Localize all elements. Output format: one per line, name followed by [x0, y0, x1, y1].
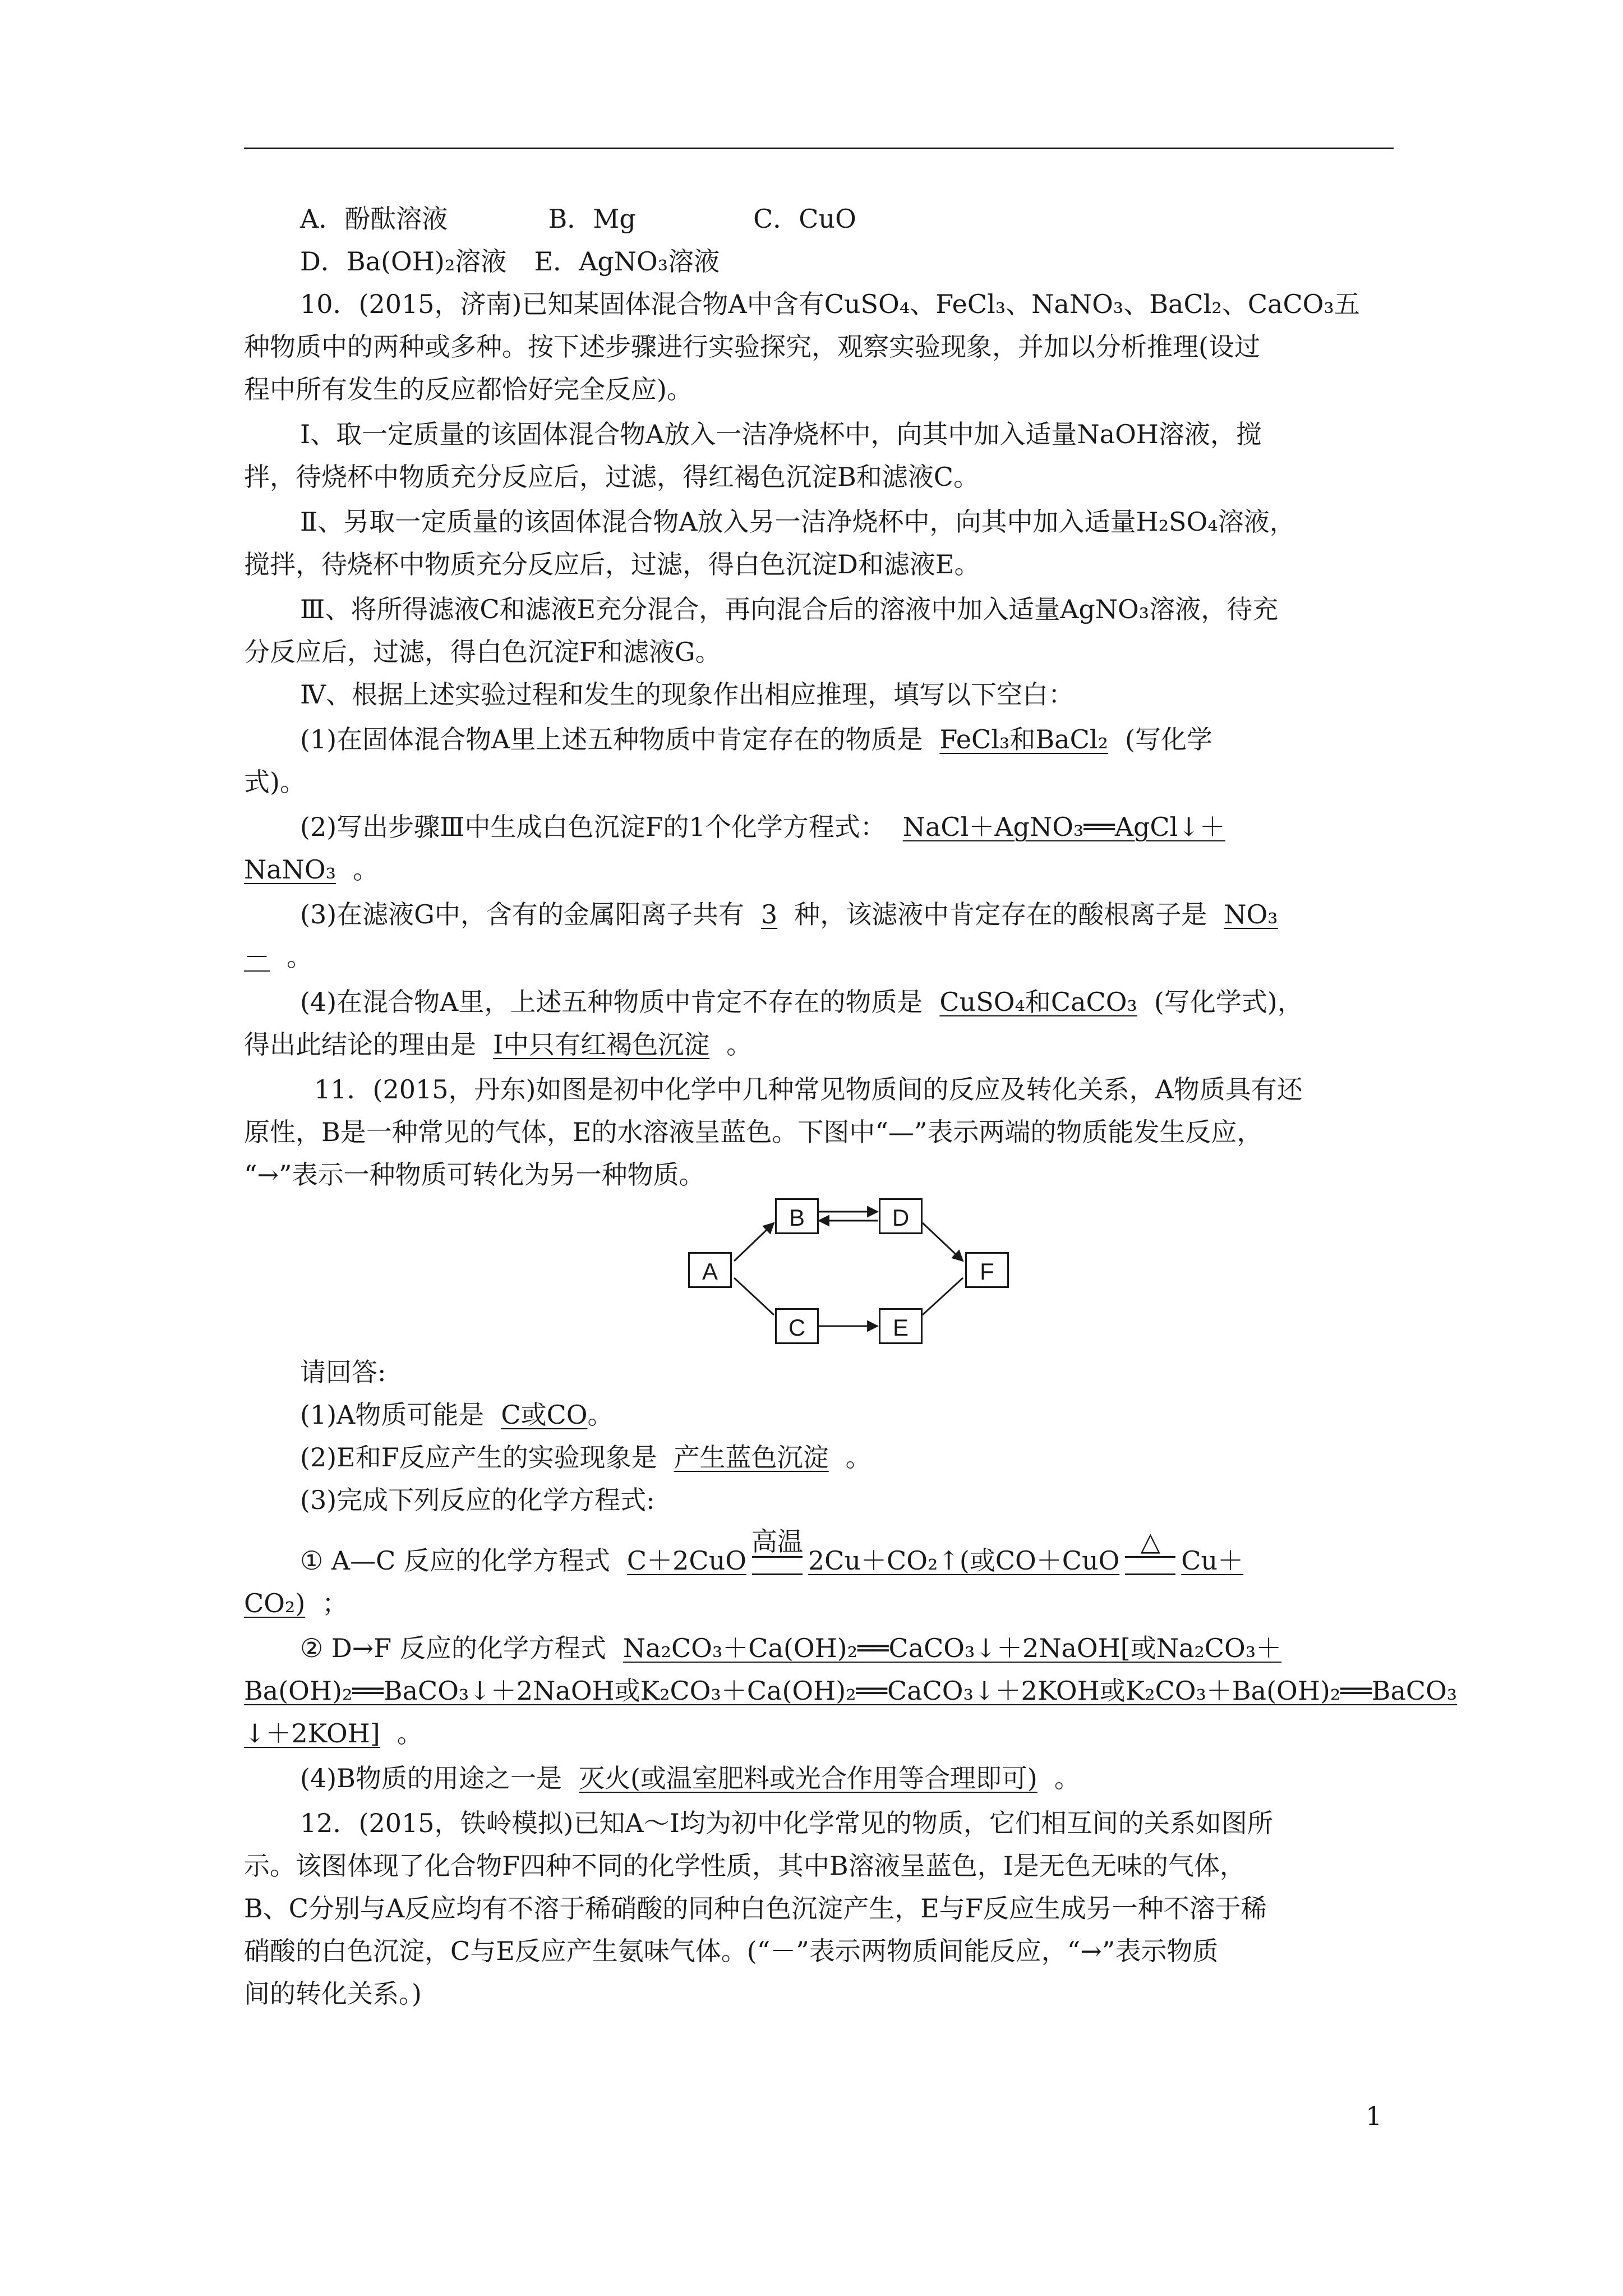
- q12-line2: 示。该图体现了化合物F四种不同的化学性质，其中B溶液呈蓝色，I是无色无味的气体，: [244, 1851, 1246, 1881]
- q10-part4-answer: [923, 987, 1154, 1017]
- q11-eq2-answer-line1: Na₂CO₃＋Ca(OH)₂══CaCO₃↓＋2NaOH[或Na₂CO₃＋: [623, 1633, 1282, 1663]
- q11-eq2-answer-line3: [244, 1718, 397, 1749]
- q10-step1-line2: 拌，待烧杯中物质充分反应后，过滤，得红褐色沉淀B和滤液C。: [244, 462, 979, 492]
- q12-line1: 12．(2015，铁岭模拟)已知A～I均为初中化学常见的物质，它们相互间的关系如图所: [300, 1808, 1273, 1838]
- q11-eq2-end: 。: [396, 1718, 423, 1749]
- q10-part4-reason-answer: [476, 1029, 726, 1060]
- q11-eq1-prompt: ① A—C 反应的化学方程式: [300, 1545, 610, 1576]
- q11-part4-end: 。: [1054, 1763, 1080, 1793]
- equals-sign: [1125, 1556, 1175, 1575]
- q10-part3: [300, 898, 1278, 931]
- q11-stem-line2: 原性，B是一种常见的气体，E的水溶液呈蓝色。下图中“—”表示两端的物质能发生反应，: [244, 1117, 1263, 1147]
- q10-part3-answer2-text: NO₃: [1224, 899, 1278, 930]
- q11-eq2-answer-line2: Ba(OH)₂══BaCO₃↓＋2NaOH或K₂CO₃＋Ca(OH)₂══CaCO₃↓＋2KOH或K₂CO₃＋Ba(OH)₂══BaCO₃: [244, 1676, 1458, 1706]
- q10-part3-answer2-charge: －: [244, 942, 270, 972]
- q11-eq1-products: 2Cu＋CO₂↑(或CO＋CuO: [808, 1545, 1120, 1576]
- q11-part4: [300, 1761, 1080, 1795]
- q11-part2-answer: [657, 1442, 846, 1473]
- q10-part3-answer1: [744, 899, 794, 930]
- q11-eq1: [300, 1526, 1244, 1577]
- page-number: 1: [1366, 2101, 1382, 2131]
- q11-eq1-answer-cont-text: CO₂): [244, 1588, 306, 1618]
- q12-line4: 硝酸的白色沉淀，C与E反应产生氨味气体。(“－”表示两物质间能反应，“→”表示物质: [244, 1936, 1219, 1966]
- q11-part1-answer-text: C或CO: [501, 1400, 588, 1430]
- q10-part4-prompt: (4)在混合物A里，上述五种物质中肯定不存在的物质是: [300, 987, 923, 1017]
- q11-part2: [300, 1441, 872, 1474]
- node-c: C: [775, 1308, 819, 1344]
- q11-eq2: [300, 1631, 1281, 1665]
- q10-part4-suffix: (写化学式)，: [1154, 987, 1303, 1017]
- q10-part3-answer1-text: 3: [760, 899, 778, 930]
- condition-heat: [1119, 1526, 1181, 1577]
- q10-part1-answer-text: FeCl₃和BaCl₂: [939, 724, 1108, 754]
- q10-part1-suffix: (写化学: [1124, 724, 1212, 754]
- option-d: D．Ba(OH)₂溶液: [300, 246, 507, 277]
- q10-step3-line1: Ⅲ、将所得滤液C和滤液E充分混合，再向混合后的溶液中加入适量AgNO₃溶液，待充: [300, 594, 1279, 624]
- node-b: B: [775, 1198, 819, 1234]
- q10-part3-mid: 种，该滤液中肯定存在的酸根离子是: [794, 899, 1207, 930]
- q10-part3-line2: [244, 940, 312, 974]
- q11-stem-line1: 11．(2015，丹东)如图是初中化学中几种常见物质间的反应及转化关系，A物质具有还: [314, 1074, 1303, 1105]
- heat-triangle-icon: △: [1140, 1526, 1160, 1557]
- q11-eq1-answer-mid: [808, 1545, 1119, 1576]
- q11-part1-end: 。: [587, 1400, 614, 1430]
- node-e: E: [879, 1308, 923, 1344]
- q11-eq1-reactants: C＋2CuO: [626, 1545, 746, 1576]
- q12-line3: B、C分别与A反应均有不溶于稀硝酸的同种白色沉淀产生，E与F反应生成另一种不溶于稀: [244, 1893, 1267, 1924]
- q10-part2-prompt: (2)写出步骤Ⅲ中生成白色沉淀F的1个化学方程式：: [300, 812, 886, 842]
- node-d: D: [879, 1198, 923, 1234]
- arrow-d-to-f: [923, 1223, 963, 1261]
- q10-part1-answer: [923, 724, 1125, 754]
- q10-part3-end: 。: [287, 942, 312, 972]
- q10-part4-line2: [244, 1028, 752, 1061]
- q11-stem-line3: “→”表示一种物质可转化为另一种物质。: [244, 1159, 705, 1190]
- node-a: A: [688, 1252, 732, 1288]
- q10-part2: [300, 810, 1225, 844]
- condition-high-temp: [746, 1526, 808, 1577]
- q11-eq1-end: ；: [322, 1588, 348, 1618]
- q11-eq1-answer: [610, 1545, 746, 1576]
- q10-part3-prompt: (3)在滤液G中，含有的金属阳离子共有: [300, 899, 744, 930]
- equals-sign: [752, 1556, 803, 1575]
- q10-part2-answer-text: NaCl＋AgNO₃══AgCl↓＋: [902, 812, 1225, 842]
- node-f: F: [965, 1252, 1009, 1288]
- q11-eq2-line3: [244, 1717, 423, 1750]
- q10-part2-answer: [886, 812, 1225, 842]
- q11-eq2-prompt: ② D→F 反应的化学方程式: [300, 1633, 606, 1663]
- q10-stem-line2: 种物质中的两种或多种。按下述步骤进行实验探究，观察实验现象，并加以分析推理(设过: [244, 332, 1260, 362]
- q10-step3-line2: 分反应后，过滤，得白色沉淀F和滤液G。: [244, 637, 721, 667]
- q10-part1-prompt: (1)在固体混合物A里上述五种物质中肯定存在的物质是: [300, 724, 923, 754]
- q10-part2-end: 。: [353, 854, 379, 885]
- q11-part3: (3)完成下列反应的化学方程式:: [300, 1485, 655, 1515]
- option-e: E．AgNO₃溶液: [534, 246, 720, 277]
- arrow-a-to-b: [734, 1223, 774, 1261]
- q10-part1: [300, 723, 1212, 756]
- q11-part4-answer: [562, 1763, 1054, 1793]
- condition-high-temp-label: 高温: [751, 1526, 803, 1557]
- q10-part4-reason-end: 。: [726, 1029, 753, 1060]
- q10-step2-line2: 搅拌，待烧杯中物质充分反应后，过滤，得白色沉淀D和滤液E。: [244, 549, 980, 579]
- q10-part3-answer2: [1207, 899, 1278, 930]
- q10-step1-line1: Ⅰ、取一定质量的该固体混合物A放入一洁净烧杯中，向其中加入适量NaOH溶液，搅: [300, 419, 1262, 449]
- header-rule: [244, 148, 1394, 149]
- q11-eq1-answer-cont: [244, 1588, 322, 1618]
- q10-part2-answer-cont-text: NaNO₃: [244, 854, 336, 885]
- options-row-2: [300, 245, 720, 278]
- q11-eq2-answer: [606, 1633, 1281, 1663]
- q10-part4-answer-text: CuSO₄和CaCO₃: [939, 987, 1137, 1017]
- q10-part4-reason-answer-text: Ⅰ中只有红褐色沉淀: [493, 1029, 710, 1060]
- q10-stem-line3: 程中所有发生的反应都恰好完全反应)。: [244, 374, 693, 404]
- option-a: A．酚酞溶液: [300, 204, 448, 234]
- q11-part2-answer-text: 产生蓝色沉淀: [674, 1442, 829, 1473]
- q11-eq2-line2: [244, 1674, 1457, 1708]
- q10-part2-answer-cont: [244, 854, 353, 885]
- q11-part1-prompt: (1)A物质可能是: [300, 1400, 485, 1430]
- line-e-f: [923, 1278, 963, 1315]
- diagram-connectors: [687, 1189, 1012, 1346]
- q11-part1: [300, 1398, 614, 1432]
- q10-part3-answer2-cont: [244, 942, 287, 972]
- q11-part1-answer: [484, 1400, 587, 1430]
- q11-eq1-line2: [244, 1586, 348, 1620]
- q11-part2-end: 。: [845, 1442, 872, 1473]
- q11-eq1-answer-end: [1181, 1545, 1243, 1576]
- line-a-c: [734, 1278, 774, 1315]
- q11-part2-prompt: (2)E和F反应产生的实验现象是: [300, 1442, 657, 1473]
- q10-part4: [300, 985, 1303, 1019]
- q10-step2-line1: Ⅱ、另取一定质量的该固体混合物A放入另一洁净烧杯中，向其中加入适量H₂SO₄溶液，: [300, 507, 1295, 537]
- q12-line5: 间的转化关系。): [244, 1978, 422, 2009]
- q11-ask: 请回答:: [300, 1357, 386, 1387]
- q11-eq1-alt-products: Cu＋: [1181, 1545, 1244, 1576]
- option-c: C．CuO: [753, 204, 856, 234]
- q11-part4-answer-text: 灭火(或温室肥料或光合作用等合理即可): [578, 1763, 1038, 1793]
- q10-stem-line1: 10．(2015，济南)已知某固体混合物A中含有CuSO₄、FeCl₃、NaNO₃、BaCl₂、CaCO₃五: [300, 289, 1360, 319]
- reaction-diagram: [687, 1189, 1012, 1346]
- q10-part1-line2: 式)。: [244, 767, 306, 797]
- option-b: B．Mg: [548, 204, 636, 234]
- q10-part4-reason-prompt: 得出此结论的理由是: [244, 1029, 476, 1060]
- options-row-1: [300, 202, 856, 236]
- q10-part2-line2: [244, 853, 379, 886]
- q11-eq2-answer-line3-text: ↓＋2KOH]: [244, 1718, 380, 1749]
- q11-part4-prompt: (4)B物质的用途之一是: [300, 1763, 562, 1793]
- q10-step4: Ⅳ、根据上述实验过程和发生的现象作出相应推理，填写以下空白：: [300, 679, 1074, 710]
